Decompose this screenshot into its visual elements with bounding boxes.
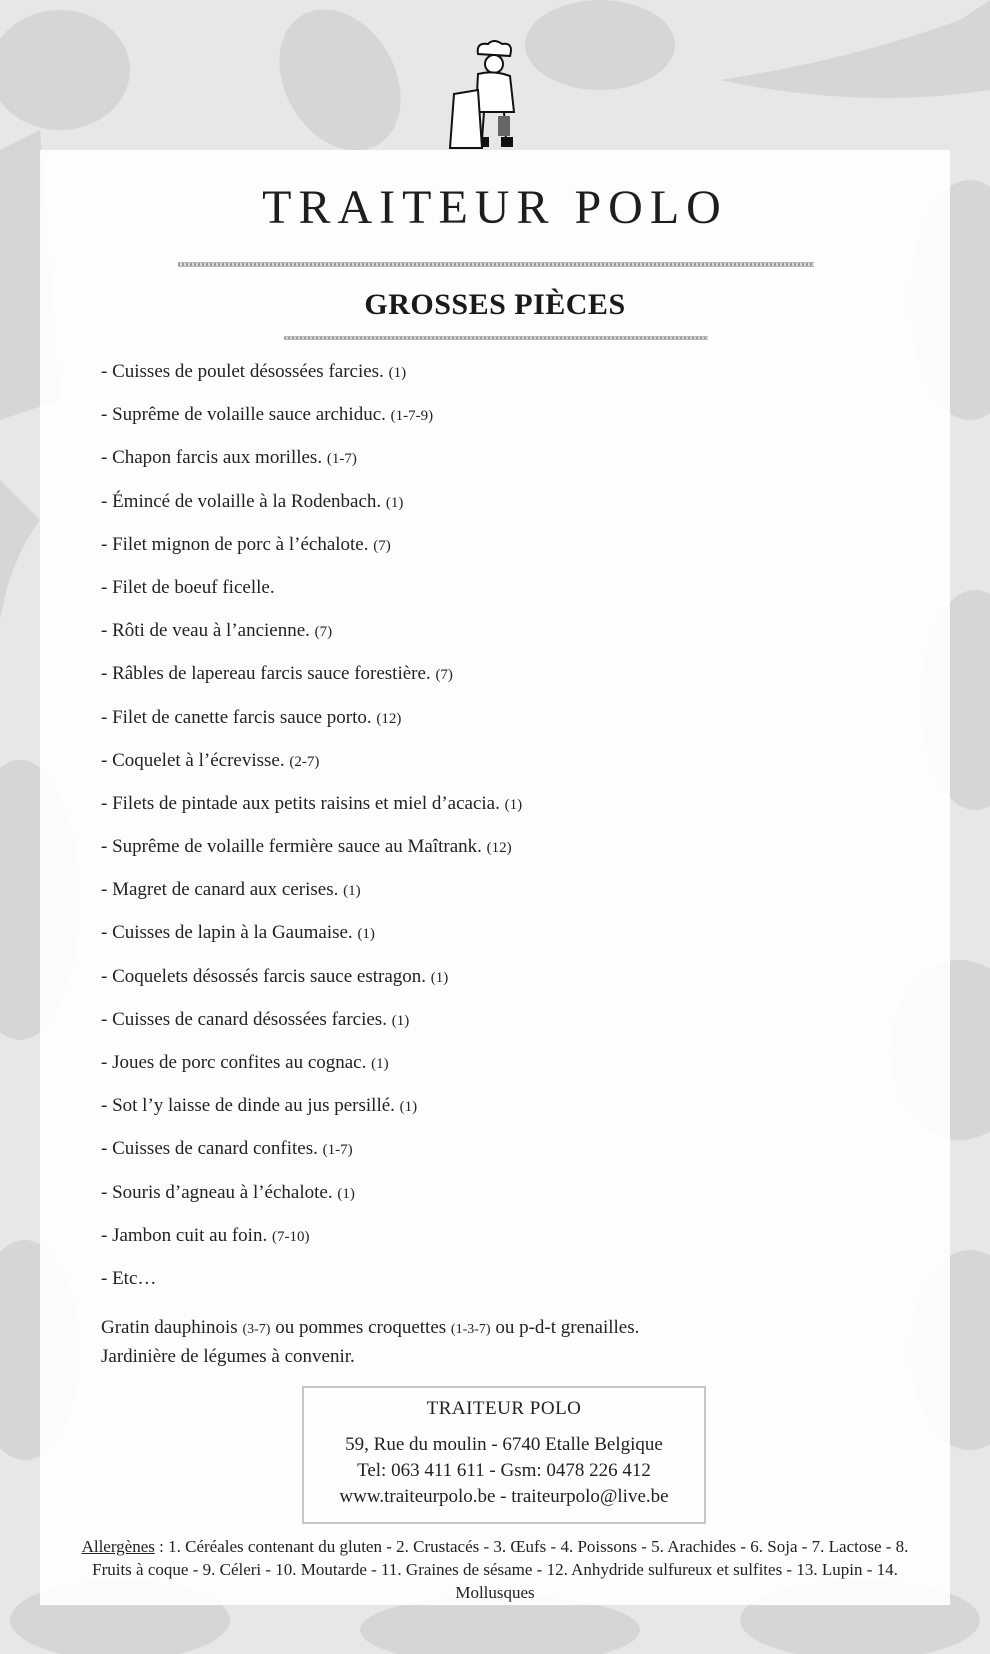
menu-item-allergens: (7) <box>373 537 391 554</box>
menu-item-text: - Filet de canette farcis sauce porto. <box>101 706 372 728</box>
menu-item <box>101 917 522 960</box>
side-dish-allergens: (1-3-7) <box>450 1322 491 1337</box>
menu-item-text: - Sot l’y laisse de dinde au jus persillé. <box>101 1095 395 1117</box>
menu-item-allergens: (7) <box>435 667 453 684</box>
section-divider <box>284 336 708 340</box>
menu-item-allergens: (12) <box>486 840 512 857</box>
side-dishes-line-1 <box>101 1314 639 1343</box>
menu-item-text: - Râbles de lapereau farcis sauce forestière. <box>101 663 431 685</box>
menu-item <box>101 1133 522 1176</box>
menu-item <box>101 1047 522 1090</box>
menu-item <box>101 658 522 701</box>
menu-item <box>101 1177 522 1220</box>
menu-item-text: - Souris d’agneau à l’échalote. <box>101 1181 333 1203</box>
menu-item <box>101 356 522 399</box>
menu-item-allergens: (1) <box>343 883 361 900</box>
menu-item-text: - Coquelet à l’écrevisse. <box>101 749 285 771</box>
menu-item-text: - Cuisses de poulet désossées farcies. <box>101 361 384 382</box>
menu-item-allergens: (2-7) <box>289 753 320 770</box>
menu-item-allergens: (1-7-9) <box>390 408 434 425</box>
menu-item-allergens: (7) <box>314 624 333 641</box>
menu-item <box>101 831 522 874</box>
side-dish-text: Gratin dauphinois <box>101 1317 243 1338</box>
menu-item-allergens: (1) <box>399 1099 418 1116</box>
contact-name: TRAITEUR POLO <box>426 1398 582 1419</box>
menu-item-allergens: (1) <box>388 365 407 381</box>
menu-item <box>101 1220 522 1263</box>
allergens-text: : 1. Céréales contenant du gluten - 2. Crustacés - 3. Œufs - 4. Poissons - 5. Arachides - 6. Soja - 7. Lactose - 8. Fruits à coque - 9. Céleri - 10. Moutarde - 11. Graines de sésame - 12. Anhydride sulfureux et sulfites - 13. Lupin - 14. Mollusques <box>92 1537 909 1602</box>
menu-item-text: - Filet mignon de porc à l’échalote. <box>101 533 369 555</box>
contact-box <box>302 1386 706 1524</box>
menu-item <box>101 1004 522 1047</box>
menu-item-allergens: (1) <box>391 1012 410 1029</box>
menu-item-allergens: (12) <box>376 710 402 727</box>
menu-list <box>101 356 522 1306</box>
menu-item <box>101 615 522 658</box>
side-dish-text: ou pommes croquettes <box>270 1317 451 1338</box>
side-dish-text: ou p-d-t grenailles. <box>490 1317 640 1338</box>
menu-item <box>101 486 522 529</box>
chef-illustration-icon <box>448 40 542 152</box>
menu-item-allergens: (7-10) <box>271 1228 310 1245</box>
side-dish-allergens: (3-7) <box>242 1322 271 1337</box>
menu-item <box>101 702 522 745</box>
allergens-label: Allergènes <box>81 1537 155 1556</box>
menu-item-allergens: (1) <box>357 926 375 943</box>
contact-address: 59, Rue du moulin - 6740 Etalle Belgique <box>345 1434 663 1455</box>
menu-item <box>101 399 522 442</box>
title-divider <box>178 262 814 267</box>
menu-item-text: - Émincé de volaille à la Rodenbach. <box>101 490 382 512</box>
menu-item <box>101 442 522 485</box>
section-title: GROSSES PIÈCES <box>364 288 626 321</box>
menu-item-allergens: (1) <box>504 796 523 813</box>
menu-item-text: - Cuisses de canard désossées farcies. <box>101 1008 387 1030</box>
contact-phones: Tel: 063 411 611 - Gsm: 0478 226 412 <box>357 1460 651 1481</box>
menu-item-text: - Joues de porc confites au cognac. <box>101 1052 367 1073</box>
menu-item-text: - Filet de boeuf ficelle. <box>101 576 275 598</box>
page-title: TRAITEUR POLO <box>262 181 728 234</box>
menu-item <box>101 961 522 1004</box>
menu-item-allergens: (1) <box>385 494 404 511</box>
contact-web-email: www.traiteurpolo.be - traiteurpolo@live.be <box>339 1486 669 1507</box>
menu-item <box>101 1263 522 1306</box>
menu-item <box>101 788 522 831</box>
menu-item-allergens: (1-7) <box>322 1142 353 1159</box>
allergens-legend <box>60 1535 930 1604</box>
menu-item-allergens: (1) <box>371 1056 389 1072</box>
menu-item <box>101 745 522 788</box>
menu-item-text: - Chapon farcis aux morilles. <box>101 447 323 469</box>
menu-item-text: - Filets de pintade aux petits raisins et miel d’acacia. <box>101 792 500 814</box>
menu-item-text: - Coquelets désossés farcis sauce estragon. <box>101 965 427 987</box>
menu-item-allergens: (1) <box>337 1185 355 1202</box>
menu-item-allergens: (1-7) <box>326 451 357 468</box>
menu-item <box>101 529 522 572</box>
menu-item <box>101 572 522 615</box>
menu-item <box>101 874 522 917</box>
menu-item-text: - Rôti de veau à l’ancienne. <box>101 620 310 642</box>
menu-item-text: - Cuisses de canard confites. <box>101 1138 318 1160</box>
menu-item-text: - Etc… <box>101 1267 157 1289</box>
menu-item-text: - Suprême de volaille fermière sauce au Maîtrank. <box>101 836 482 858</box>
menu-item <box>101 1090 522 1133</box>
menu-item-text: - Suprême de volaille sauce archiduc. <box>101 404 386 426</box>
side-dishes-line-2: Jardinière de légumes à convenir. <box>101 1346 355 1367</box>
menu-item-text: - Cuisses de lapin à la Gaumaise. <box>101 922 353 944</box>
menu-item-text: - Magret de canard aux cerises. <box>101 879 339 901</box>
menu-item-text: - Jambon cuit au foin. <box>101 1224 268 1246</box>
side-dishes <box>101 1314 639 1370</box>
menu-item-allergens: (1) <box>430 969 449 986</box>
